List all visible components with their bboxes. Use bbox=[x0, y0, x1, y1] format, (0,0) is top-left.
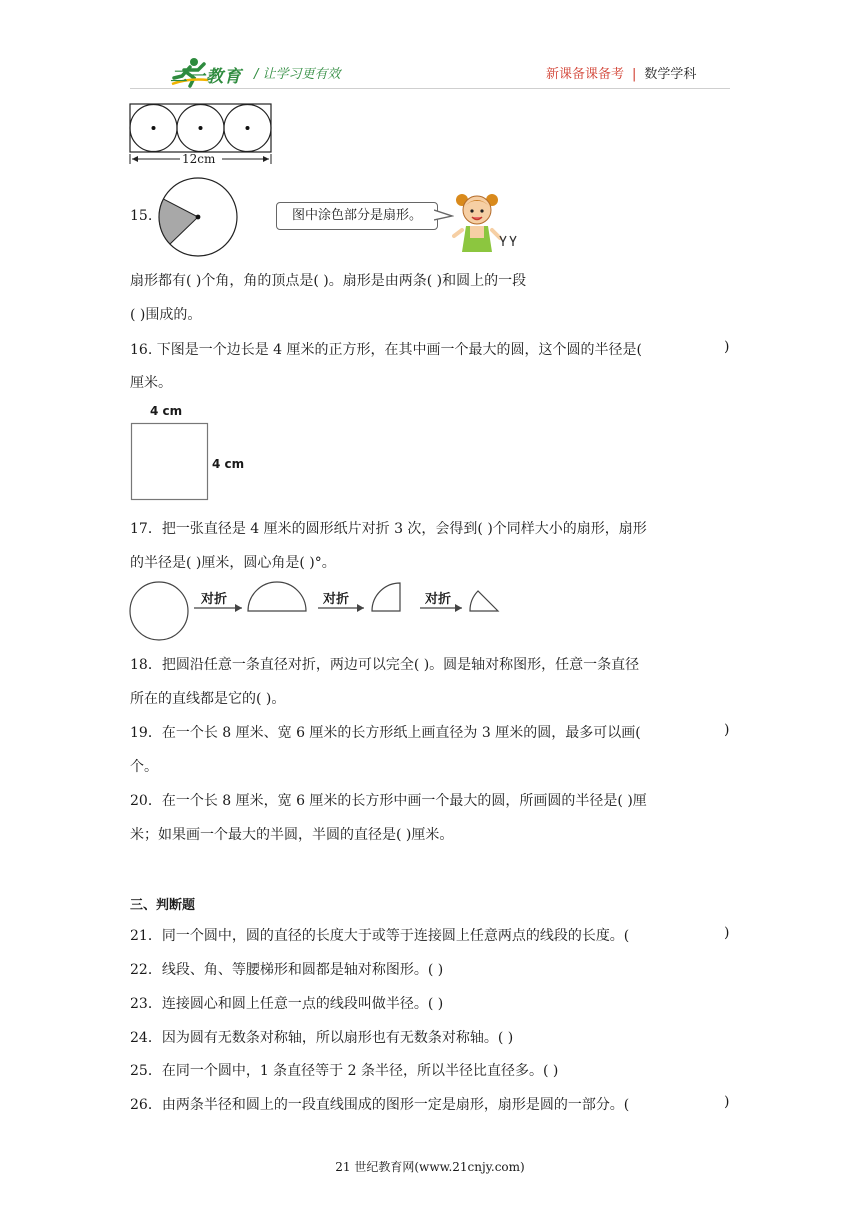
fold-label-2: 对折 bbox=[323, 592, 350, 607]
q19-line2: 个。 bbox=[130, 759, 158, 775]
header-subject-label: 数学学科 bbox=[644, 67, 697, 82]
q19-line1-end: ) bbox=[724, 722, 730, 738]
square-top-label: 4 cm bbox=[150, 404, 183, 418]
page-footer: 21 世纪教育网(www.21cnjy.com) bbox=[335, 1160, 525, 1174]
q16-line1-end: ) bbox=[724, 339, 730, 355]
q20-line1: 20．在一个长 8 厘米，宽 6 厘米的长方形中画一个最大的圆，所画圆的半径是( )厘 bbox=[130, 793, 647, 809]
q16-line2: 厘米。 bbox=[130, 375, 172, 391]
q20-line2: 米；如果画一个最大的半圆，半圆的直径是( )厘米。 bbox=[130, 827, 454, 843]
logo-text: 二一教育 bbox=[170, 67, 242, 87]
q18-line2: 所在的直线都是它的( )。 bbox=[130, 691, 286, 707]
q25: 25．在同一个圆中，1 条直径等于 2 条半径，所以半径比直径多。( ) bbox=[130, 1063, 559, 1079]
q21: 21．同一个圆中，圆的直径的长度大于或等于连接圆上任意两点的线段的长度。( bbox=[130, 928, 630, 944]
speech-bubble: 图中涂色部分是扇形。 bbox=[276, 202, 438, 230]
header-slogan: / 让学习更有效 bbox=[254, 67, 341, 82]
header-course-label: 新课备课备考 bbox=[546, 67, 625, 82]
q18-line1: 18．把圆沿任意一条直径对折，两边可以完全( )。圆是轴对称图形，任意一条直径 bbox=[130, 657, 640, 673]
q24: 24．因为圆有无数条对称轴，所以扇形也有无数条对称轴。( ) bbox=[130, 1030, 514, 1046]
fold-label-1: 对折 bbox=[201, 592, 228, 607]
q23: 23．连接圆心和圆上任意一点的线段叫做半径。( ) bbox=[130, 996, 444, 1012]
q16-line1: 16. 下图是一个边长是 4 厘米的正方形，在其中画一个最大的圆，这个圆的半径是( bbox=[130, 342, 642, 358]
q15-line1: 扇形都有( )个角，角的顶点是( )。扇形是由两条( )和圆上的一段 bbox=[130, 273, 527, 289]
section3-title: 三、判断题 bbox=[130, 898, 196, 913]
sector-circle-figure bbox=[156, 177, 240, 261]
header-separator: | bbox=[632, 67, 637, 82]
q17-line2: 的半径是( )厘米，圆心角是( )°。 bbox=[130, 555, 336, 571]
circles-length-label: 12cm bbox=[182, 152, 216, 166]
fold-label-3: 对折 bbox=[425, 592, 452, 607]
square-figure bbox=[130, 422, 210, 502]
q17-line1: 17．把一张直径是 4 厘米的圆形纸片对折 3 次，会得到( )个同样大小的扇形，扇形 bbox=[130, 521, 647, 537]
q15-number: 15. bbox=[130, 208, 153, 224]
q26: 26．由两条半径和圆上的一段直线围成的图形一定是扇形，扇形是圆的一部分。( bbox=[130, 1097, 630, 1113]
bubble-tail-icon bbox=[434, 208, 454, 222]
girl-cartoon-icon bbox=[452, 186, 528, 264]
q19-line1: 19．在一个长 8 厘米、宽 6 厘米的长方形纸上画直径为 3 厘米的圆，最多可以画( bbox=[130, 725, 641, 741]
q21-end: ) bbox=[724, 925, 730, 941]
q15-line2: ( )围成的。 bbox=[130, 307, 202, 323]
q26-end: ) bbox=[724, 1094, 730, 1110]
header-right bbox=[546, 63, 696, 82]
header-divider bbox=[130, 88, 730, 89]
q22: 22．线段、角、等腰梯形和圆都是轴对称图形。( ) bbox=[130, 962, 444, 978]
square-side-label: 4 cm bbox=[212, 457, 245, 471]
